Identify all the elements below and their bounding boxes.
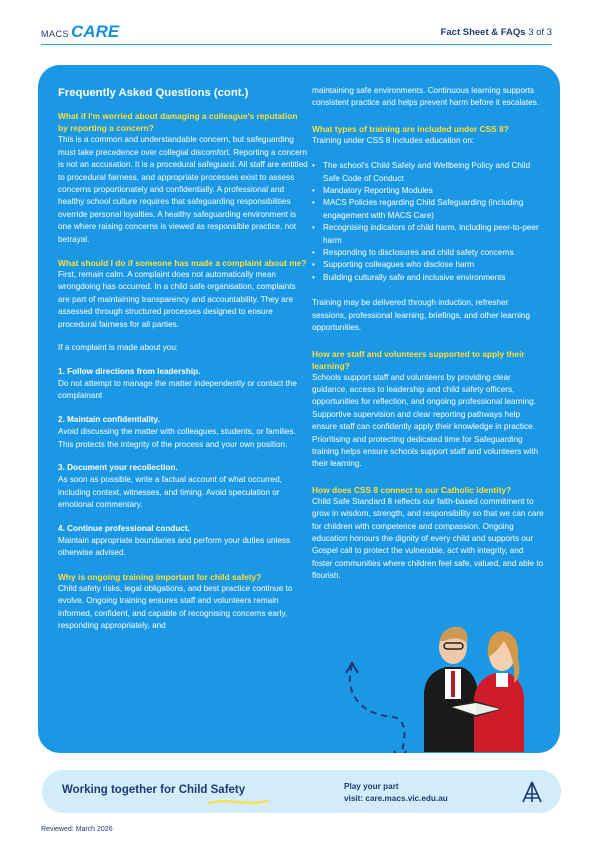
header-divider xyxy=(41,44,552,45)
answer-support: Schools support staff and volunteers by providing clear guidance, access to leadership and child safety officers, opportunities for reflection, and ongoing professional learning. Supportive supervision and clear reporting pathways help ensure staff can confidently apply their knowledge in practice. Prioritising and protecting dedicated time for Safeguarding training helps ensure schools support staff and volunteers with their learning. xyxy=(312,372,539,469)
macs-emblem-icon xyxy=(520,780,544,804)
complaint-intro: If a complaint is made about you: xyxy=(58,343,179,353)
training-list xyxy=(312,160,544,284)
question-catholic-identity: How does CSS 8 connect to our Catholic identity? xyxy=(312,484,512,495)
macs-care-logo xyxy=(41,22,119,42)
step-2-heading: 2. Maintain confidentiality. xyxy=(58,414,160,424)
fact-sheet-title: Fact Sheet & FAQs xyxy=(440,27,526,38)
list-item: • Supporting colleagues who disclose harm xyxy=(312,259,544,271)
logo-macs-text: MACS xyxy=(41,29,70,39)
right-column xyxy=(312,85,544,583)
footer-banner xyxy=(42,770,561,813)
list-item: • Recognising indicators of child harm, including peer-to-peer harm xyxy=(312,222,544,247)
underline-squiggle-icon xyxy=(207,799,269,805)
page-title: Frequently Asked Questions (cont.) xyxy=(58,87,249,99)
play-your-part-title: Play your part xyxy=(344,782,399,791)
question-support: How are staff and volunteers supported to apply their learning? xyxy=(312,348,525,371)
footer-tagline: Working together for Child Safety xyxy=(62,784,246,796)
answer-complaint: First, remain calm. A complaint does not automatically mean wrongdoing has occurred. In a child safe organisation, complaints are part of maintaining transparency and accountability. They are assessed through structured processes designed to ensure procedural fairness for all parties. xyxy=(58,270,296,329)
fact-sheet-label xyxy=(441,27,552,38)
list-item: • Responding to disclosures and child safety concerns xyxy=(312,247,544,259)
step-1-heading: 1. Follow directions from leadership. xyxy=(58,366,201,376)
step-4-heading: 4. Continue professional conduct. xyxy=(58,523,190,533)
step-3-heading: 3. Document your recollection. xyxy=(58,462,178,472)
answer-training: Child safety risks, legal obligations, and best practice continue to evolve. Ongoing training ensures staff and volunteers remain informed, confident, and capable of recognising concerns early, responding appropriately, and xyxy=(58,583,293,630)
step-3-text: As soon as possible, write a factual account of what occurred, including context, witnesses, and timing. Avoid speculation or emotional commentary. xyxy=(58,475,282,510)
answer-reputation: This is a common and understandable concern, but safeguarding must take precedence over collegial discomfort. Reporting a concern is not an accusation. It is a procedural safeguard. All staff are entitled to procedural fairness, and appropriate processes exist to assess concerns proportionately and confidentially. A professional and healthy school culture requires that safeguarding responsibilities override personal loyalties. A healthy safeguarding environment is one where raising concerns is viewed as responsible practice, not betrayal. xyxy=(58,135,308,244)
footer-contact xyxy=(344,781,448,805)
question-training: Why is ongoing training important for child safety? xyxy=(58,571,262,582)
answer-training-cont: maintaining safe environments. Continuous learning supports consistent practice and helps prevent harm before it escalates. xyxy=(312,86,540,108)
reviewed-date: Reviewed: March 2026 xyxy=(41,826,113,833)
question-reputation: What if I'm worried about damaging a colleague's reputation by reporting a concern? xyxy=(58,111,298,134)
left-column xyxy=(58,87,308,632)
question-complaint: What should I do if someone has made a complaint about me? xyxy=(58,258,307,269)
logo-care-text: CARE xyxy=(71,22,120,41)
step-2-text: Avoid discussing the matter with colleagues, students, or families. This protects the integrity of the process and your own position. xyxy=(58,427,296,449)
header xyxy=(0,0,596,58)
training-delivery-text: Training may be delivered through induction, refresher sessions, professional learning, briefings, and other learning opportunities. xyxy=(312,298,531,333)
list-item: • The school's Child Safety and Wellbeing Policy and Child Safe Code of Conduct xyxy=(312,160,544,185)
website-link[interactable]: visit: care.macs.vic.edu.au xyxy=(344,794,448,803)
answer-catholic-identity: Child Safe Standard 8 reflects our faith-based commitment to grow in wisdom, strength, and responsibility so that we can care for children with competence and compassion. Ongoing education honours the dignity of every child and supports our Gospel call to protect the vulnerable, act with integrity, and foster communities where children feel safe, valued, and able to flourish. xyxy=(312,496,544,581)
list-item: • Mandatory Reporting Modules xyxy=(312,185,544,197)
answer-training-types: Training under CSS 8 includes education on: xyxy=(312,135,475,145)
step-4-text: Maintain appropriate boundaries and perform your duties unless otherwise advised. xyxy=(58,535,291,558)
step-1-text: Do not attempt to manage the matter independently or contact the complainant xyxy=(58,378,297,401)
students-reading-image xyxy=(404,597,534,752)
question-training-types: What types of training are included under CSS 8? xyxy=(312,123,509,134)
list-item: • MACS Policies regarding Child Safeguarding (including engagement with MACS Care) xyxy=(312,197,544,222)
list-item: • Building culturally safe and inclusive environments xyxy=(312,272,544,284)
page-number: 3 of 3 xyxy=(528,27,552,38)
